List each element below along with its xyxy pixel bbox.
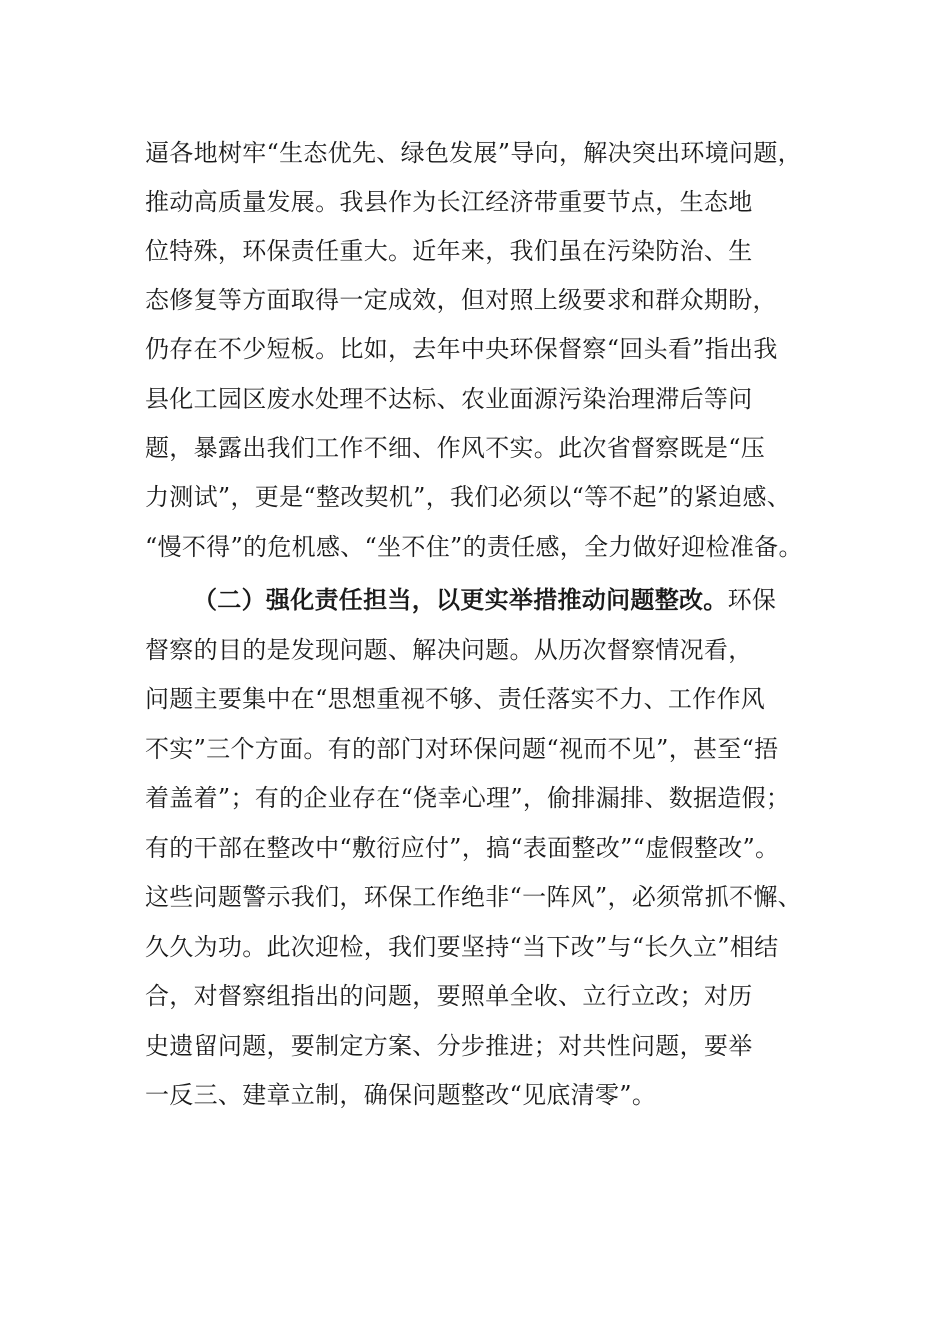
section-heading-line	[193, 584, 776, 616]
paragraph-line: 问题主要集中在“思想重视不够、责任落实不力、工作作风	[145, 685, 766, 713]
paragraph-line: 位特殊，环保责任重大。近年来，我们虽在污染防治、生	[145, 237, 753, 265]
paragraph-line: 力测试”，更是“整改契机”，我们必须以“等不起”的紧迫感、	[145, 483, 792, 511]
paragraph-line: 久久为功。此次迎检，我们要坚持“当下改”与“长久立”相结	[145, 933, 779, 961]
paragraph-line: 一反三、建章立制，确保问题整改“见底清零”。	[145, 1081, 657, 1109]
paragraph-line: 态修复等方面取得一定成效，但对照上级要求和群众期盼，	[145, 286, 777, 314]
section-heading: （二）强化责任担当，以更实举措推动问题整改。	[193, 585, 728, 614]
paragraph-line: 题，暴露出我们工作不细、作风不实。此次省督察既是“压	[145, 434, 766, 462]
paragraph-line: 有的干部在整改中“敷衍应付”，搞“表面整改”“虚假整改”。	[145, 834, 780, 862]
paragraph-line: 不实”三个方面。有的部门对环保问题“视而不见”，甚至“捂	[145, 735, 779, 763]
paragraph-line: 县化工园区废水处理不达标、农业面源污染治理滞后等问	[145, 385, 753, 413]
paragraph-line: 着盖着”；有的企业存在“侥幸心理”，偷排漏排、数据造假；	[145, 784, 791, 812]
paragraph-line: “慢不得”的危机感、“坐不住”的责任感，全力做好迎检准备。	[145, 533, 803, 561]
paragraph-line: 仍存在不少短板。比如，去年中央环保督察“回头看”指出我	[145, 335, 778, 363]
paragraph-line: 合，对督察组指出的问题，要照单全收、立行立改；对历	[145, 982, 753, 1010]
paragraph-line: 史遗留问题，要制定方案、分步推进；对共性问题，要举	[145, 1032, 753, 1060]
section-heading-tail: 环保	[727, 586, 777, 614]
paragraph-line: 逼各地树牢“生态优先、绿色发展”导向，解决突出环境问题，	[145, 139, 802, 167]
paragraph-line: 督察的目的是发现问题、解决问题。从历次督察情况看，	[145, 636, 753, 664]
paragraph-line: 这些问题警示我们，环保工作绝非“一阵风”，必须常抓不懈、	[145, 883, 802, 911]
paragraph-line: 推动高质量发展。我县作为长江经济带重要节点，生态地	[145, 188, 753, 216]
